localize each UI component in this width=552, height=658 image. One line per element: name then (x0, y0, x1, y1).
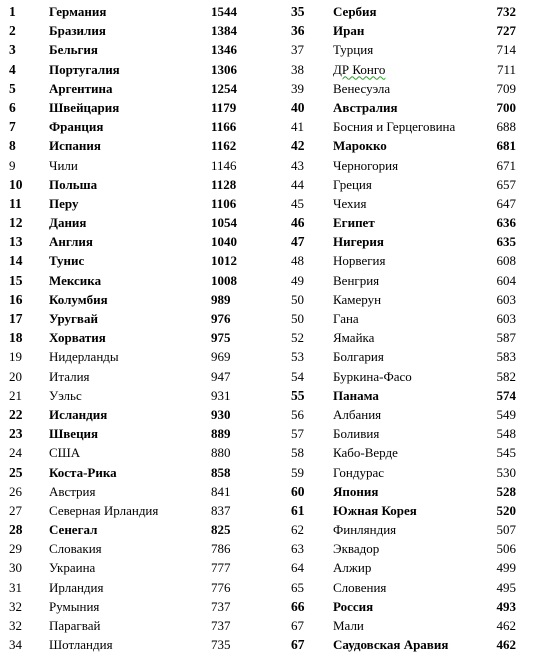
points-cell: 548 (496, 426, 516, 442)
rank-cell: 24 (9, 445, 22, 461)
points-cell: 1306 (211, 61, 237, 77)
points-cell: 1128 (211, 176, 237, 192)
rank-cell: 50 (291, 291, 304, 307)
rank-cell: 17 (9, 311, 23, 326)
country-cell: Колумбия (49, 291, 108, 307)
country-cell: Австралия (333, 99, 398, 115)
country-cell: Нидерланды (49, 349, 119, 365)
country-cell: Франция (49, 119, 104, 135)
country-cell: Ямайка (333, 330, 375, 346)
country-cell: Бельгия (49, 42, 98, 58)
points-cell: 462 (496, 637, 516, 653)
points-cell: 1162 (211, 138, 237, 154)
table-row (282, 578, 552, 597)
country-cell: Иран (333, 23, 365, 39)
rank-cell: 4 (9, 61, 16, 77)
country-cell: Болгария (333, 349, 384, 365)
country-cell: Венгрия (333, 272, 380, 288)
table-row (282, 194, 552, 213)
table-row (0, 616, 276, 635)
points-cell: 1054 (211, 215, 237, 231)
table-row (0, 443, 276, 462)
country-cell: Алжир (333, 560, 372, 576)
country-cell: Уэльс (49, 387, 82, 403)
rank-cell: 28 (9, 522, 23, 538)
table-row (282, 136, 552, 155)
points-cell: 1012 (211, 253, 237, 269)
points-cell: 737 (211, 598, 231, 614)
country-cell: Босния и Герцеговина (333, 119, 456, 135)
rank-cell: 3 (9, 42, 16, 58)
country-cell: Чили (49, 157, 78, 173)
rank-cell: 67 (291, 637, 305, 653)
rank-cell: 38 (291, 61, 304, 77)
points-cell: 727 (496, 23, 516, 39)
table-row (282, 156, 552, 175)
rank-cell: 53 (291, 349, 304, 365)
country-cell: Уругвай (49, 311, 98, 326)
points-cell: 530 (496, 464, 516, 480)
points-cell: 671 (496, 157, 516, 173)
table-row (282, 251, 552, 270)
country-cell: Дания (49, 215, 87, 231)
table-row (282, 21, 552, 40)
table-row (0, 194, 276, 213)
rank-cell: 16 (9, 291, 23, 307)
points-cell: 711 (496, 61, 516, 77)
points-cell: 545 (496, 445, 516, 461)
rank-cell: 5 (9, 80, 16, 96)
points-cell: 462 (496, 618, 516, 633)
points-cell: 1346 (211, 42, 237, 58)
points-cell: 1106 (211, 195, 237, 211)
country-cell: Буркина-Фасо (333, 368, 412, 384)
points-cell: 776 (211, 579, 231, 595)
rank-cell: 56 (291, 406, 304, 422)
country-cell: Боливия (333, 426, 380, 442)
ranking-column-left (0, 2, 276, 654)
table-row (0, 213, 276, 232)
rank-cell: 43 (291, 157, 304, 173)
points-cell: 700 (496, 99, 516, 115)
rank-cell: 40 (291, 99, 305, 115)
rank-cell: 9 (9, 157, 16, 173)
points-cell: 549 (496, 406, 516, 422)
country-cell: Греция (333, 176, 372, 192)
rank-cell: 31 (9, 579, 22, 595)
points-cell: 528 (496, 483, 516, 499)
country-cell: Словакия (49, 541, 102, 557)
points-cell: 1254 (211, 80, 237, 96)
country-cell: Мексика (49, 272, 102, 288)
points-cell: 930 (211, 406, 231, 422)
rank-cell: 37 (291, 42, 304, 58)
rank-cell: 15 (9, 272, 23, 288)
table-row (282, 520, 552, 539)
table-row (0, 597, 276, 616)
points-cell: 889 (211, 426, 231, 442)
points-cell: 1008 (211, 272, 237, 288)
points-cell: 732 (496, 4, 516, 19)
rank-cell: 12 (9, 215, 23, 231)
table-row (0, 635, 276, 654)
rank-cell: 19 (9, 349, 22, 365)
table-row (0, 136, 276, 155)
rank-cell: 65 (291, 579, 304, 595)
country-cell: Чехия (333, 195, 367, 211)
table-row (0, 424, 276, 443)
country-cell: Камерун (333, 291, 382, 307)
rank-cell: 30 (9, 560, 22, 576)
rank-cell: 36 (291, 23, 305, 39)
country-cell: Албания (333, 406, 382, 422)
points-cell: 709 (496, 80, 516, 96)
country-cell: Египет (333, 215, 375, 231)
table-row (282, 328, 552, 347)
table-row (282, 347, 552, 366)
points-cell: 603 (496, 291, 516, 307)
rank-cell: 59 (291, 464, 304, 480)
table-row (0, 156, 276, 175)
rank-cell: 58 (291, 445, 304, 461)
points-cell: 583 (496, 349, 516, 365)
rank-cell: 10 (9, 176, 23, 192)
rank-cell: 63 (291, 541, 304, 557)
table-row (0, 232, 276, 251)
country-cell: Испания (49, 138, 101, 154)
rank-cell: 2 (9, 23, 16, 39)
points-cell: 657 (496, 176, 516, 192)
table-row (282, 635, 552, 654)
table-row (0, 251, 276, 270)
table-row (282, 424, 552, 443)
country-cell: Исландия (49, 406, 108, 422)
rank-cell: 6 (9, 99, 16, 115)
rank-cell: 47 (291, 234, 305, 250)
table-row (0, 117, 276, 136)
rank-cell: 64 (291, 560, 304, 576)
points-cell: 587 (496, 330, 516, 346)
country-cell: Перу (49, 195, 79, 211)
rank-cell: 54 (291, 368, 304, 384)
rank-cell: 21 (9, 387, 22, 403)
table-row (282, 2, 552, 21)
country-cell: Тунис (49, 253, 85, 269)
rank-cell: 32 (9, 618, 22, 633)
points-cell: 604 (496, 272, 516, 288)
country-cell: ДР Конго (333, 61, 386, 77)
table-row (0, 367, 276, 386)
table-row (0, 60, 276, 79)
points-cell: 506 (496, 541, 516, 557)
country-cell: Мали (333, 618, 364, 633)
points-cell: 635 (496, 234, 516, 250)
rank-cell: 20 (9, 368, 22, 384)
rank-cell: 23 (9, 426, 23, 442)
country-cell: Южная Корея (333, 502, 417, 518)
rank-cell: 67 (291, 618, 304, 633)
rank-cell: 11 (9, 195, 22, 211)
table-row (282, 271, 552, 290)
table-row (0, 558, 276, 577)
rank-cell: 60 (291, 483, 305, 499)
rank-cell: 52 (291, 330, 304, 346)
table-row (0, 386, 276, 405)
country-cell: Гана (333, 311, 359, 326)
table-row (0, 98, 276, 117)
table-row (282, 616, 552, 635)
table-row (0, 539, 276, 558)
table-row (282, 213, 552, 232)
points-cell: 1179 (211, 99, 237, 115)
country-cell: Норвегия (333, 253, 386, 269)
rank-cell: 7 (9, 119, 16, 135)
table-row (0, 520, 276, 539)
points-cell: 777 (211, 560, 231, 576)
points-cell: 837 (211, 502, 231, 518)
country-cell: Коста-Рика (49, 464, 117, 480)
country-cell: Япония (333, 483, 379, 499)
country-cell: Марокко (333, 138, 387, 154)
points-cell: 714 (496, 42, 516, 58)
points-cell: 688 (496, 119, 516, 135)
rank-cell: 14 (9, 253, 23, 269)
points-cell: 880 (211, 445, 231, 461)
country-cell: Германия (49, 4, 107, 19)
table-row (0, 309, 276, 328)
points-cell: 735 (211, 637, 231, 653)
points-cell: 825 (211, 522, 231, 538)
country-cell: Панама (333, 387, 379, 403)
rank-cell: 25 (9, 464, 23, 480)
points-cell: 1146 (211, 157, 237, 173)
points-cell: 681 (496, 138, 516, 154)
rank-cell: 8 (9, 138, 16, 154)
country-cell: Сенегал (49, 522, 98, 538)
table-row (0, 578, 276, 597)
table-row (282, 386, 552, 405)
rank-cell: 26 (9, 483, 22, 499)
country-cell: Кабо-Верде (333, 445, 398, 461)
country-cell: Швеция (49, 426, 99, 442)
table-row (282, 98, 552, 117)
table-row (282, 558, 552, 577)
points-cell: 1040 (211, 234, 237, 250)
table-row (282, 597, 552, 616)
points-cell: 841 (211, 483, 231, 499)
country-cell: Сербия (333, 4, 377, 19)
country-cell: Саудовская Аравия (333, 637, 449, 653)
table-row (282, 290, 552, 309)
points-cell: 1384 (211, 23, 237, 39)
country-cell: Австрия (49, 483, 96, 499)
country-cell: Северная Ирландия (49, 502, 159, 518)
table-row (0, 290, 276, 309)
table-row (0, 2, 276, 21)
rank-cell: 41 (291, 119, 304, 135)
points-cell: 647 (496, 195, 516, 211)
rank-cell: 66 (291, 598, 305, 614)
country-cell: Черногория (333, 157, 399, 173)
points-cell: 499 (496, 560, 516, 576)
country-cell: Финляндия (333, 522, 397, 538)
table-row (282, 367, 552, 386)
rank-cell: 29 (9, 541, 22, 557)
rank-cell: 57 (291, 426, 304, 442)
rank-cell: 50 (291, 311, 304, 326)
table-row (0, 40, 276, 59)
rank-cell: 35 (291, 4, 305, 19)
points-cell: 493 (496, 598, 516, 614)
country-cell: Нигерия (333, 234, 384, 250)
rank-cell: 1 (9, 4, 16, 19)
points-cell: 574 (496, 387, 516, 403)
points-cell: 858 (211, 464, 231, 480)
points-cell: 608 (496, 253, 516, 269)
country-cell: Швейцария (49, 99, 120, 115)
country-cell: Украина (49, 560, 96, 576)
points-cell: 1544 (211, 4, 237, 19)
table-row (282, 501, 552, 520)
table-row (282, 482, 552, 501)
points-cell: 603 (496, 311, 516, 326)
country-cell: Ирландия (49, 579, 104, 595)
country-cell: Венесуэла (333, 80, 391, 96)
table-row (0, 347, 276, 366)
points-cell: 520 (496, 502, 516, 518)
rank-cell: 13 (9, 234, 23, 250)
table-row (0, 79, 276, 98)
rank-cell: 34 (9, 637, 22, 653)
country-cell: Гондурас (333, 464, 384, 480)
table-row (282, 79, 552, 98)
rank-cell: 62 (291, 522, 304, 538)
points-cell: 947 (211, 368, 231, 384)
country-cell: Турция (333, 42, 374, 58)
rank-cell: 44 (291, 176, 304, 192)
points-cell: 969 (211, 349, 231, 365)
country-cell: Италия (49, 368, 90, 384)
country-cell: Румыния (49, 598, 100, 614)
ranking-column-right (282, 2, 552, 654)
points-cell: 976 (211, 311, 231, 326)
country-cell: Хорватия (49, 330, 106, 346)
rank-cell: 32 (9, 598, 22, 614)
table-row (0, 21, 276, 40)
rank-cell: 48 (291, 253, 304, 269)
rank-cell: 46 (291, 215, 305, 231)
country-cell: Словения (333, 579, 387, 595)
table-row (0, 271, 276, 290)
table-row (282, 117, 552, 136)
rank-cell: 18 (9, 330, 23, 346)
points-cell: 989 (211, 291, 231, 307)
country-cell: Англия (49, 234, 93, 250)
points-cell: 737 (211, 618, 231, 633)
table-row (0, 463, 276, 482)
rank-cell: 45 (291, 195, 304, 211)
table-row (282, 539, 552, 558)
country-cell: Польша (49, 176, 98, 192)
table-row (282, 60, 552, 79)
points-cell: 495 (496, 579, 516, 595)
rank-cell: 42 (291, 138, 305, 154)
table-row (282, 175, 552, 194)
country-cell: Парагвай (49, 618, 101, 633)
rank-cell: 22 (9, 406, 23, 422)
points-cell: 786 (211, 541, 231, 557)
country-cell: Шотландия (49, 637, 113, 653)
country-cell: Россия (333, 598, 374, 614)
table-row (0, 175, 276, 194)
country-cell: США (49, 445, 81, 461)
points-cell: 975 (211, 330, 231, 346)
country-cell: Бразилия (49, 23, 106, 39)
rank-cell: 39 (291, 80, 304, 96)
table-row (0, 482, 276, 501)
country-cell: Аргентина (49, 80, 113, 96)
points-cell: 1166 (211, 119, 237, 135)
points-cell: 931 (211, 387, 231, 403)
points-cell: 582 (496, 368, 516, 384)
country-cell: Португалия (49, 61, 120, 77)
table-row (282, 405, 552, 424)
points-cell: 507 (496, 522, 516, 538)
table-row (282, 40, 552, 59)
rank-cell: 61 (291, 502, 305, 518)
table-row (0, 328, 276, 347)
points-cell: 636 (496, 215, 516, 231)
table-row (0, 501, 276, 520)
table-row (282, 309, 552, 328)
table-row (282, 463, 552, 482)
rank-cell: 27 (9, 502, 22, 518)
rank-cell: 55 (291, 387, 305, 403)
country-cell: Эквадор (333, 541, 380, 557)
table-row (282, 443, 552, 462)
table-row (282, 232, 552, 251)
table-row (0, 405, 276, 424)
rank-cell: 49 (291, 272, 304, 288)
